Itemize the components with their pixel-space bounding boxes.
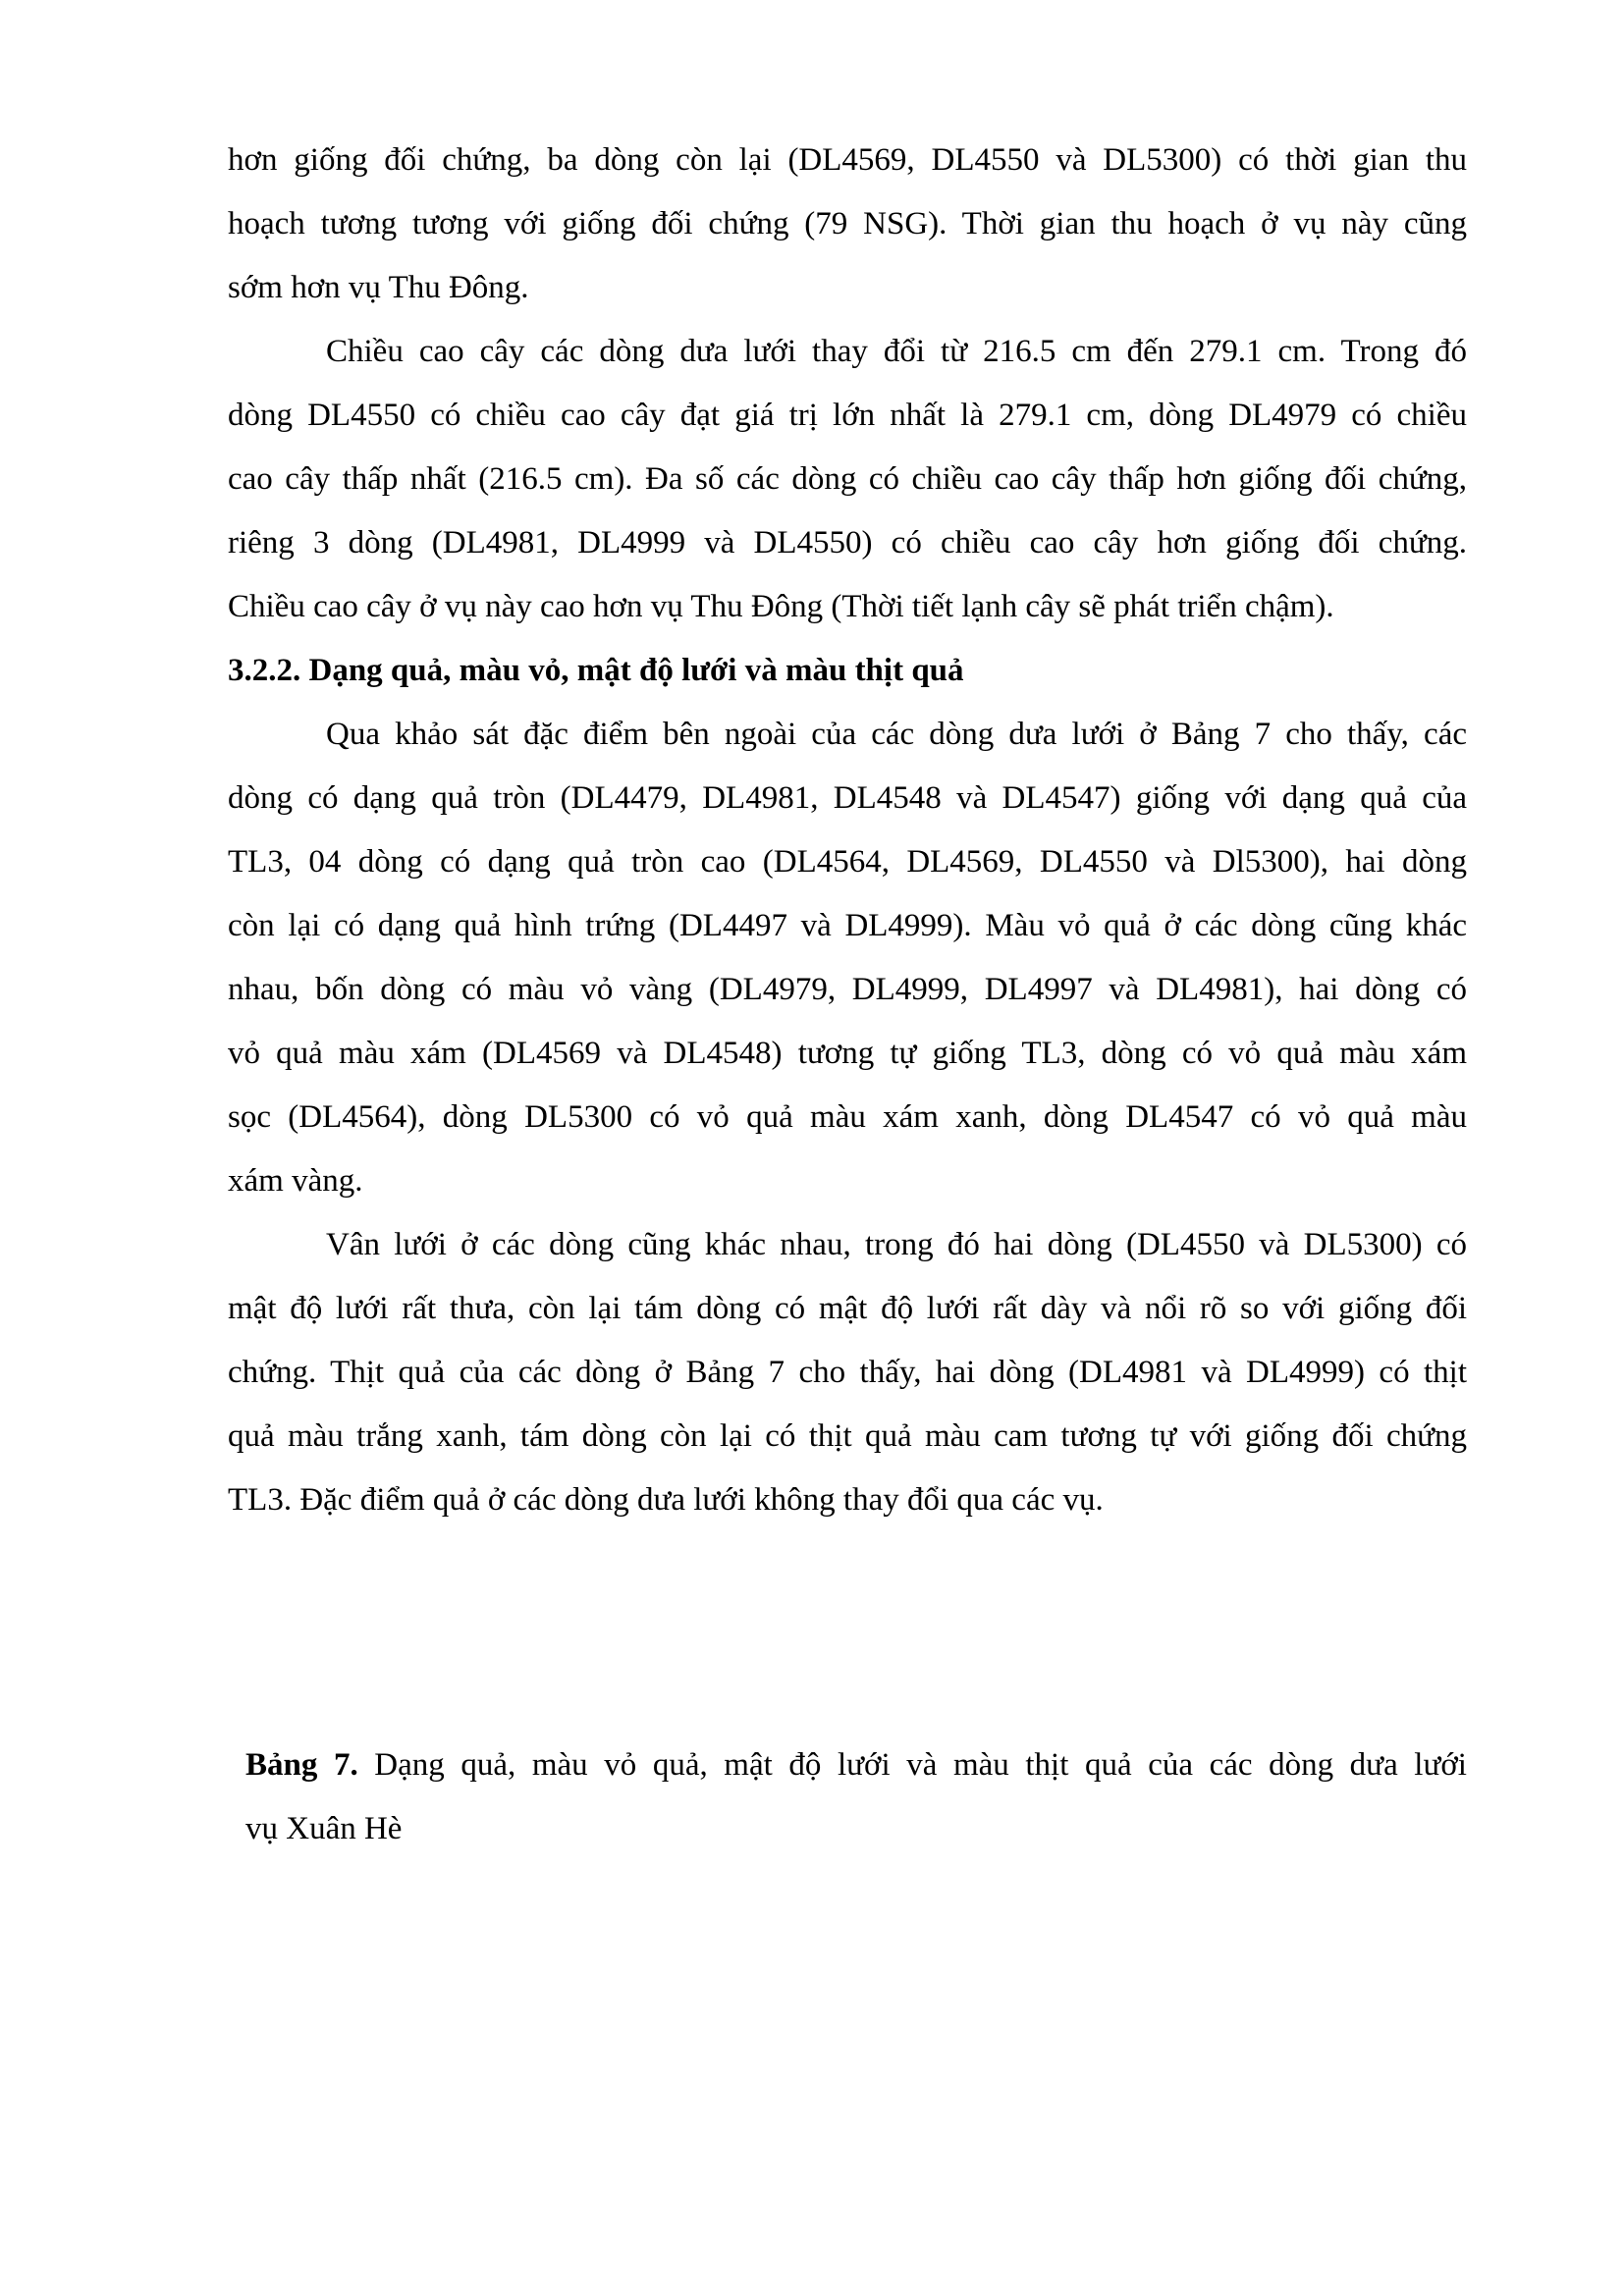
- text-line: sọc (DL4564), dòng DL5300 có vỏ quả màu xám xanh, dòng DL4547 có vỏ quả màu: [228, 1099, 1467, 1135]
- text-line: vỏ quả màu xám (DL4569 và DL4548) tương tự giống TL3, dòng có vỏ quả màu xám: [228, 1036, 1467, 1071]
- section-heading: 3.2.2. Dạng quả, màu vỏ, mật độ lưới và màu thịt quả: [228, 653, 964, 688]
- text-line: TL3. Đặc điểm quả ở các dòng dưa lưới không thay đổi qua các vụ.: [228, 1482, 1104, 1518]
- text-line: Chiều cao cây ở vụ này cao hơn vụ Thu Đông (Thời tiết lạnh cây sẽ phát triển chậm).: [228, 589, 1334, 624]
- caption-line-2: vụ Xuân Hè: [245, 1811, 403, 1846]
- text-line: Vân lưới ở các dòng cũng khác nhau, trong đó hai dòng (DL4550 và DL5300) có: [326, 1227, 1467, 1262]
- table-caption: [245, 1734, 1467, 1861]
- text-line: chứng. Thịt quả của các dòng ở Bảng 7 cho thấy, hai dòng (DL4981 và DL4999) có thịt: [228, 1355, 1467, 1390]
- text-line: sớm hơn vụ Thu Đông.: [228, 270, 529, 305]
- body-text: [228, 129, 1467, 1532]
- text-line: cao cây thấp nhất (216.5 cm). Đa số các dòng có chiều cao cây thấp hơn giống đối chứng,: [228, 461, 1467, 497]
- text-line: Qua khảo sát đặc điểm bên ngoài của các dòng dưa lưới ở Bảng 7 cho thấy, các: [326, 717, 1467, 752]
- text-line: mật độ lưới rất thưa, còn lại tám dòng có mật độ lưới rất dày và nổi rõ so với giống đối: [228, 1291, 1467, 1326]
- text-line: dòng DL4550 có chiều cao cây đạt giá trị lớn nhất là 279.1 cm, dòng DL4979 có chiều: [228, 398, 1467, 433]
- caption-line-1: [245, 1734, 1467, 1797]
- caption-label: Bảng 7.: [245, 1747, 358, 1783]
- caption-text: Dạng quả, màu vỏ quả, mật độ lưới và màu thịt quả của các dòng dưa lưới: [357, 1747, 1467, 1783]
- text-line: dòng có dạng quả tròn (DL4479, DL4981, DL4548 và DL4547) giống với dạng quả của: [228, 780, 1467, 816]
- text-line: hơn giống đối chứng, ba dòng còn lại (DL4569, DL4550 và DL5300) có thời gian thu: [228, 142, 1467, 178]
- text-line: riêng 3 dòng (DL4981, DL4999 và DL4550) có chiều cao cây hơn giống đối chứng.: [228, 525, 1467, 561]
- text-line: hoạch tương tương với giống đối chứng (79 NSG). Thời gian thu hoạch ở vụ này cũng: [228, 206, 1467, 241]
- text-line: TL3, 04 dòng có dạng quả tròn cao (DL4564, DL4569, DL4550 và Dl5300), hai dòng: [228, 844, 1467, 880]
- text-line: xám vàng.: [228, 1163, 363, 1199]
- text-line: nhau, bốn dòng có màu vỏ vàng (DL4979, DL4999, DL4997 và DL4981), hai dòng có: [228, 972, 1467, 1007]
- text-line: quả màu trắng xanh, tám dòng còn lại có thịt quả màu cam tương tự với giống đối chứng: [228, 1418, 1467, 1454]
- text-line: Chiều cao cây các dòng dưa lưới thay đổi từ 216.5 cm đến 279.1 cm. Trong đó: [326, 334, 1467, 369]
- text-line: còn lại có dạng quả hình trứng (DL4497 và DL4999). Màu vỏ quả ở các dòng cũng khác: [228, 908, 1467, 943]
